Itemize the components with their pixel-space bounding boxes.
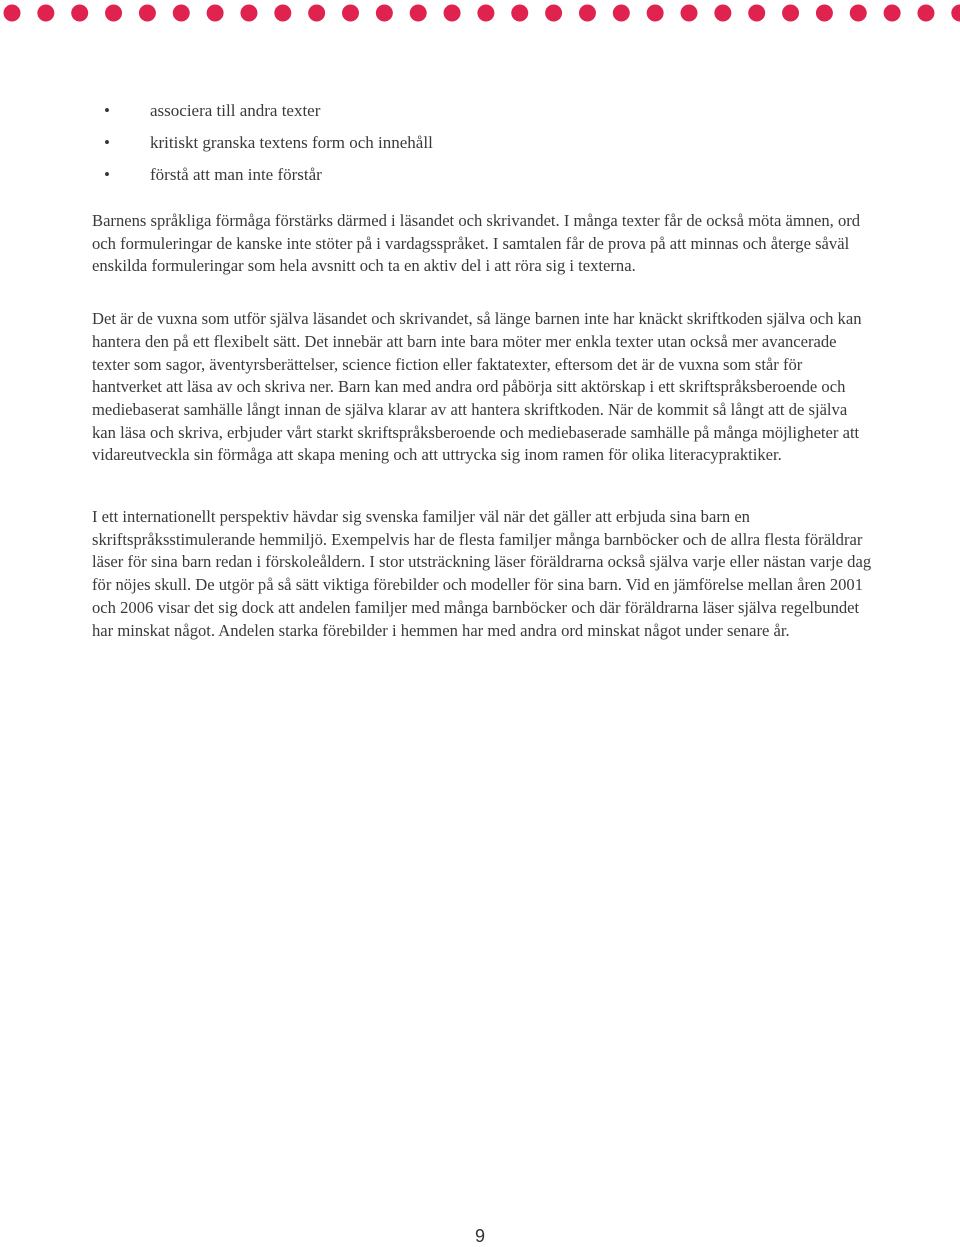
page-number: 9 bbox=[474, 1226, 485, 1246]
decorative-dot bbox=[308, 5, 325, 22]
decorative-dot bbox=[444, 5, 461, 22]
decorative-dot bbox=[207, 5, 224, 22]
decorative-dot bbox=[647, 5, 664, 22]
list-item bbox=[92, 159, 872, 191]
decorative-dot bbox=[71, 5, 88, 22]
decorative-dot bbox=[681, 5, 698, 22]
decorative-dot bbox=[545, 5, 562, 22]
decorative-dot bbox=[613, 5, 630, 22]
body-paragraph: Det är de vuxna som utför själva läsandet och skrivandet, så länge barnen inte har knäckt skriftkoden själva och kan hantera den på ett flexibelt sätt. Det innebär att barn inte bara möter mer enkla texter utan också mer avancerade texter som sagor, äventyrsberättelser, science fiction eller faktatexter, eftersom det är de vuxna som står för hantverket att läsa av och skriva ner. Barn kan med andra ord påbörja sitt aktörskap i ett skriftspråksberoende och mediebaserat samhälle långt innan de själva klarar av att hantera skriftkoden. När de kommit så långt att de själva kan läsa och skriva, erbjuder vårt starkt skriftspråksberoende och mediebaserade samhälle på många möjligheter att vidareutveckla sin förmåga att skapa mening och att uttrycka sig inom ramen för olika literacypraktiker. bbox=[92, 309, 862, 465]
list-item-text: förstå att man inte förstår bbox=[150, 165, 322, 184]
decorative-dot bbox=[782, 5, 799, 22]
decorative-dot bbox=[511, 5, 528, 22]
bullet-icon: • bbox=[104, 165, 110, 184]
decorative-dot bbox=[376, 5, 393, 22]
bullet-icon: • bbox=[104, 101, 110, 120]
body-paragraph: I ett internationellt perspektiv hävdar sig svenska familjer väl när det gäller att erbjuda sina barn en skriftspråksstimulerande hemmiljö. Exempelvis har de flesta familjer många barnböcker och de allra flesta föräldrar läser för sina barn redan i förskoleåldern. I stor utsträckning läser föräldrarna också själva varje eller nästan varje dag för nöjes skull. De utgör på så sätt viktiga förebilder och modeller för sina barn. Vid en jämförelse mellan åren 2001 och 2006 visar det sig dock att andelen familjer med många barnböcker och där föräldrarna läser själva regelbundet har minskat något. Andelen starka förebilder i hemmen har med andra ord minskat något under senare år. bbox=[92, 507, 872, 640]
decorative-dot bbox=[410, 5, 427, 22]
decorative-dot bbox=[105, 5, 122, 22]
decorative-dot bbox=[274, 5, 291, 22]
decorative-dot bbox=[917, 5, 934, 22]
decorative-dot bbox=[579, 5, 596, 22]
decorative-dot bbox=[884, 5, 901, 22]
decorative-dot bbox=[240, 5, 257, 22]
decorative-dot bbox=[342, 5, 359, 22]
body-paragraph: Barnens språkliga förmåga förstärks därmed i läsandet och skrivandet. I många texter får de också möta ämnen, ord och formuleringar de kanske inte stöter på i vardagsspråket. I samtalen får de prova på att minnas och återge såväl enskilda formuleringar som hela avsnitt och ta en aktiv del i att röra sig i texterna. bbox=[92, 211, 861, 276]
decorative-dot bbox=[4, 5, 21, 22]
decorative-dot bbox=[951, 5, 960, 22]
decorative-dot bbox=[748, 5, 765, 22]
decorative-dot bbox=[850, 5, 867, 22]
decorative-dot bbox=[714, 5, 731, 22]
decorative-dot bbox=[173, 5, 190, 22]
page-body bbox=[92, 95, 872, 642]
decorative-dot bbox=[477, 5, 494, 22]
decorative-dot bbox=[816, 5, 833, 22]
list-item bbox=[92, 127, 872, 159]
list-item-text: kritiskt granska textens form och innehåll bbox=[150, 133, 433, 152]
decorative-dot bbox=[139, 5, 156, 22]
bullet-icon: • bbox=[104, 133, 110, 152]
decorative-dot bbox=[37, 5, 54, 22]
bullet-list bbox=[92, 95, 872, 191]
list-item-text: associera till andra texter bbox=[150, 101, 321, 120]
dot-border-svg bbox=[0, 3, 960, 23]
decorative-dot-border bbox=[0, 3, 960, 23]
list-item bbox=[92, 95, 872, 127]
